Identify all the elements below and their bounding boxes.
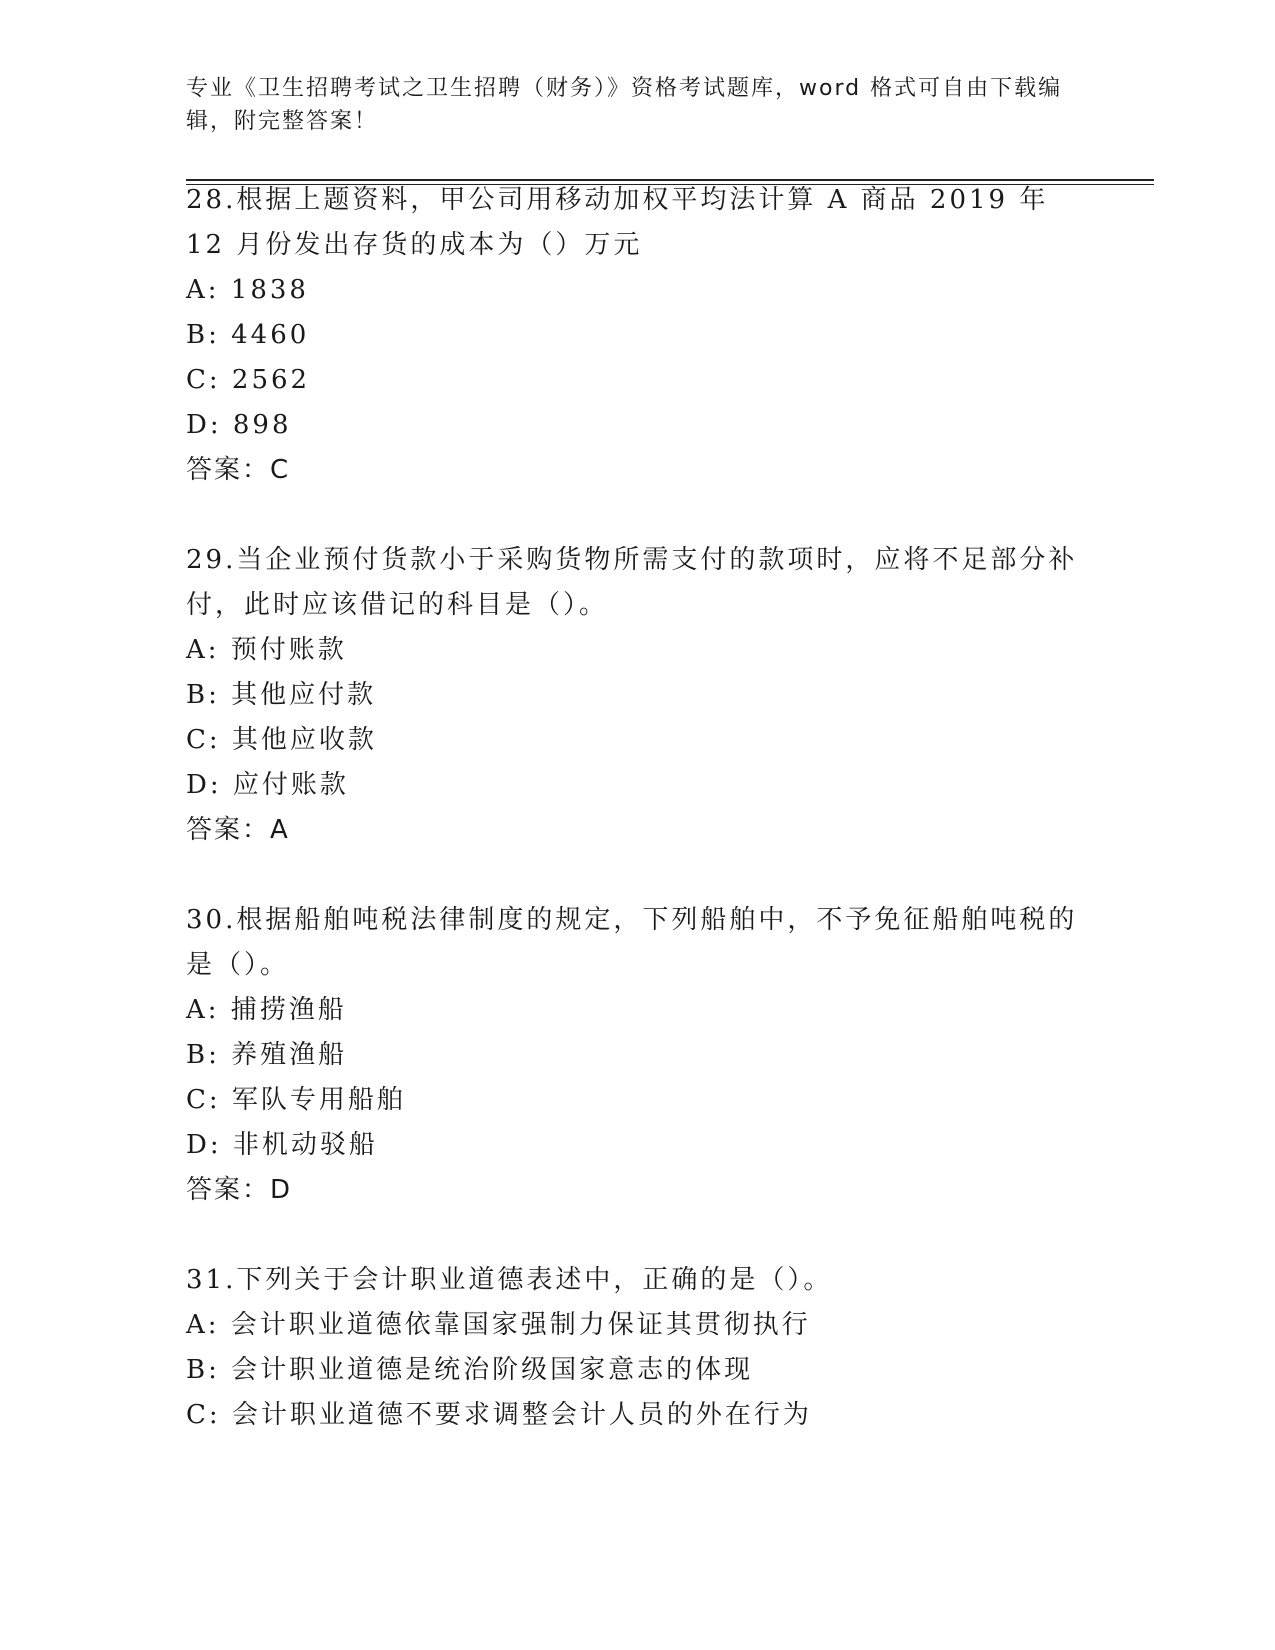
question-28	[186, 178, 1086, 493]
option-c: C: 会计职业道德不要求调整会计人员的外在行为	[186, 1400, 812, 1430]
option-b: B: 4460	[186, 320, 310, 350]
option-d: D: 应付账款	[186, 770, 349, 800]
option-b: B: 会计职业道德是统治阶级国家意志的体现	[186, 1355, 754, 1385]
question-stem: 28.根据上题资料，甲公司用移动加权平均法计算 A 商品 2019 年 12 月份发出存货的成本为（）万元	[186, 185, 1049, 260]
option-d: D: 非机动驳船	[186, 1130, 378, 1160]
question-stem: 29.当企业预付货款小于采购货物所需支付的款项时，应将不足部分补付，此时应该借记的科目是（）。	[186, 545, 1078, 620]
option-a: A: 1838	[186, 275, 309, 305]
question-29	[186, 538, 1086, 853]
question-stem: 30.根据船舶吨税法律制度的规定，下列船舶中，不予免征船舶吨税的是（）。	[186, 905, 1078, 980]
answer-label: 答案：A	[186, 815, 290, 845]
question-30	[186, 898, 1086, 1213]
question-stem: 31.下列关于会计职业道德表述中，正确的是（）。	[186, 1265, 833, 1295]
option-a: A: 会计职业道德依靠国家强制力保证其贯彻执行	[186, 1310, 811, 1340]
option-b: B: 其他应付款	[186, 680, 377, 710]
option-d: D: 898	[186, 410, 292, 440]
answer-label: 答案：C	[186, 455, 291, 485]
document-header: 专业《卫生招聘考试之卫生招聘（财务）》资格考试题库，word 格式可自由下载编辑，附完整答案！	[186, 76, 1063, 134]
option-b: B: 养殖渔船	[186, 1040, 348, 1070]
option-c: C: 军队专用船舶	[186, 1085, 406, 1115]
option-c: C: 其他应收款	[186, 725, 377, 755]
question-31	[186, 1258, 1086, 1438]
option-c: C: 2562	[186, 365, 311, 395]
option-a: A: 捕捞渔船	[186, 995, 347, 1025]
answer-label: 答案：D	[186, 1175, 293, 1205]
option-a: A: 预付账款	[186, 635, 347, 665]
